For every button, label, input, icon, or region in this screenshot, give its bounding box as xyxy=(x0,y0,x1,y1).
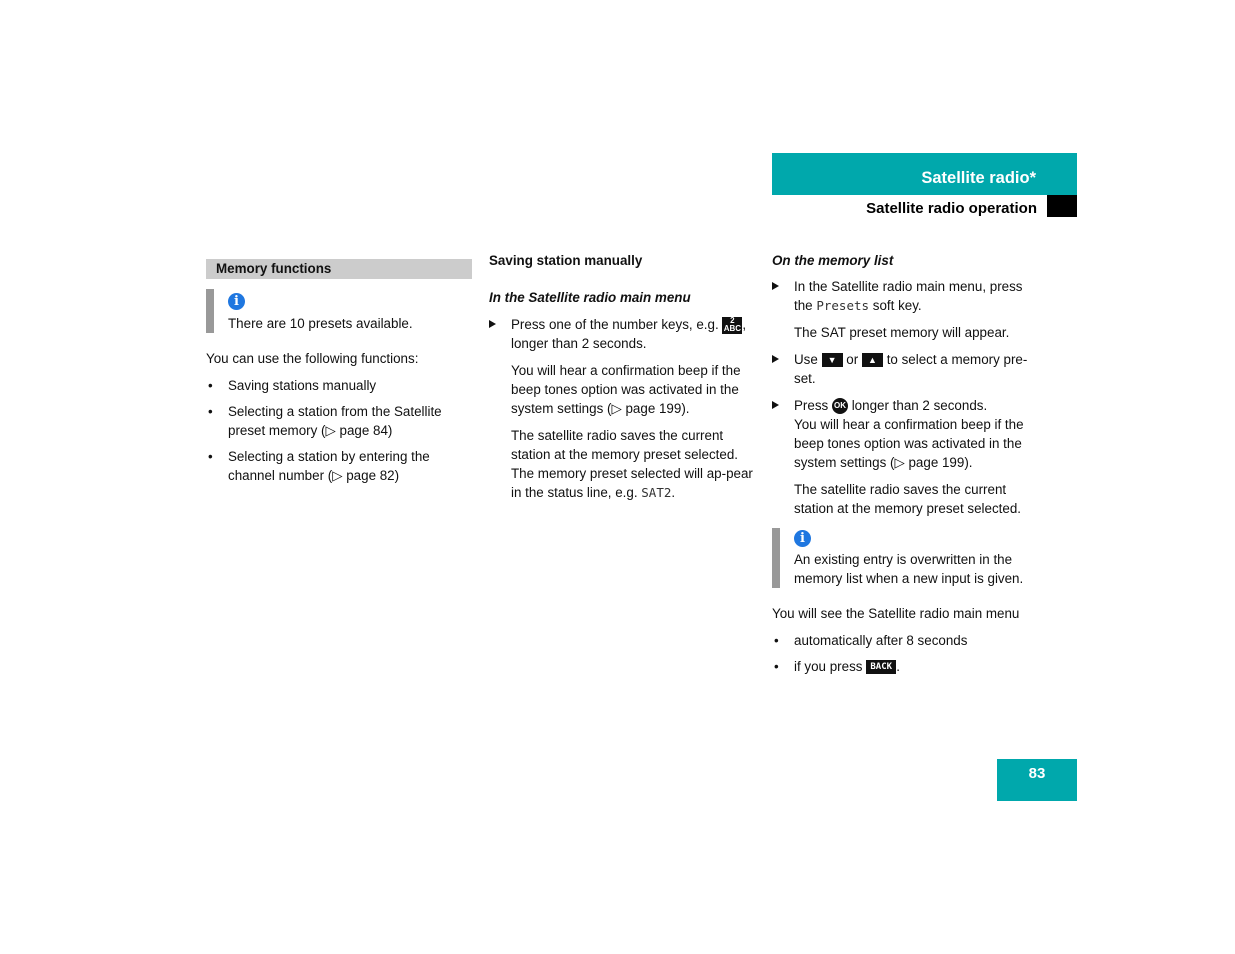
intro-text: You can use the following functions: xyxy=(206,351,419,366)
triangle-bullet-icon xyxy=(772,401,779,409)
triangle-bullet-icon xyxy=(489,320,496,328)
list-item: • Selecting a station from the Satellite preset memory (▷ page 84) xyxy=(208,404,442,438)
list-item: • Saving stations manually xyxy=(208,378,377,393)
saves-note: The satellite radio saves the current station at the memory preset selected. xyxy=(794,482,1022,516)
triangle-bullet-icon xyxy=(772,355,779,363)
info-text: An existing entry is overwritten in the memory list when a new input is given. xyxy=(794,552,1024,586)
info-box-overwrite xyxy=(772,528,1042,588)
arrow-up-key-icon: ▲ xyxy=(862,353,883,367)
triangle-bullet-icon xyxy=(772,282,779,290)
memory-list-subheading: On the memory list xyxy=(772,253,894,268)
page-number: 83 xyxy=(1028,765,1046,782)
list-item: • Selecting a station by entering the channel number (▷ page 82) xyxy=(208,449,430,483)
column-saving-manually xyxy=(489,251,754,502)
column-memory-functions xyxy=(206,257,472,485)
presets-softkey-label: Presets xyxy=(816,298,870,313)
step-press-presets: In the Satellite radio main menu, press the Presets soft key. xyxy=(772,277,1042,315)
step-select-preset: Use ▼ or ▲ to select a memory pre-set. xyxy=(772,350,1042,388)
info-box-presets xyxy=(206,289,472,333)
chapter-title: Satellite radio* xyxy=(921,169,1036,187)
list-item: • automatically after 8 seconds xyxy=(774,633,968,648)
header-bar xyxy=(772,153,1077,195)
bullet-text: automatically after 8 seconds xyxy=(794,633,968,648)
main-menu-subheading: In the Satellite radio main menu xyxy=(489,290,691,305)
info-text: There are 10 presets available. xyxy=(228,316,413,331)
back-key-icon: BACK xyxy=(866,660,896,674)
status-code: SAT2 xyxy=(641,485,672,500)
section-title: Satellite radio operation xyxy=(866,200,1037,217)
bullet-text: Selecting a station from the Satellite preset memory (▷ page 84) xyxy=(228,404,442,438)
number-key-2-icon: 2 ABC xyxy=(723,315,742,333)
memory-functions-heading: Memory functions xyxy=(206,259,472,279)
main-menu-note: You will see the Satellite radio main menu xyxy=(772,606,1020,621)
step-press-number-key: Press one of the number keys, e.g. 2 ABC, longer than 2 seconds. xyxy=(489,315,754,353)
saves-note: The satellite radio saves the current station at the memory preset selected. The memory preset selected will ap-pear in the status line, e.g. SAT2. xyxy=(511,428,753,500)
step-press-ok: Press OK longer than 2 seconds. You will hear a confirmation beep if the beep tones option was activated in the system settings (▷ page 199). xyxy=(772,396,1042,472)
info-box-bar xyxy=(206,289,214,333)
preset-memory-note: The SAT preset memory will appear. xyxy=(794,325,1010,340)
header-black-tab xyxy=(1047,195,1077,217)
list-item: • if you press BACK . xyxy=(774,659,900,674)
page-number-box xyxy=(997,759,1077,801)
info-box-bar xyxy=(772,528,780,588)
bullet-text: Saving stations manually xyxy=(228,378,377,393)
saving-heading: Saving station manually xyxy=(489,253,643,268)
column-memory-list xyxy=(772,251,1042,676)
info-icon: i xyxy=(794,530,811,547)
confirmation-note: You will hear a confirmation beep if the beep tones option was activated in the system settings (▷ page 199). xyxy=(794,417,1024,470)
info-icon: i xyxy=(228,293,245,310)
arrow-down-key-icon: ▼ xyxy=(822,353,843,367)
ok-key-icon: OK xyxy=(832,398,848,414)
confirmation-note: You will hear a confirmation beep if the beep tones option was activated in the system settings (▷ page 199). xyxy=(511,363,741,416)
bullet-text: Selecting a station by entering the channel number (▷ page 82) xyxy=(228,449,430,483)
